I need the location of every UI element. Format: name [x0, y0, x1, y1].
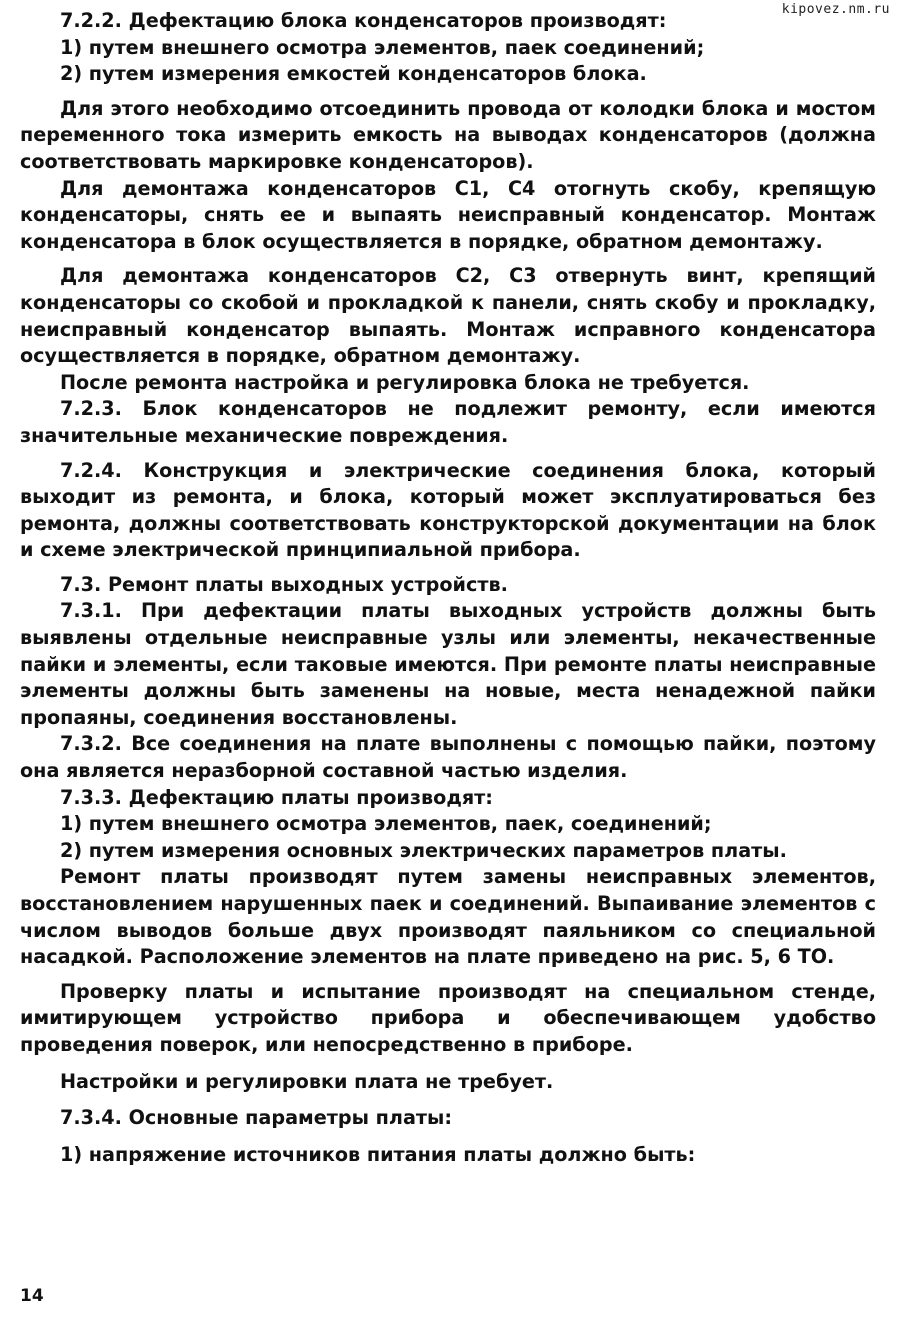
paragraph-measure: Для этого необходимо отсоединить провода от колодки блока и мостом переменного тока измерить емкость на выводах конденсаторов (должна соответствовать маркировке конденсаторов). [20, 96, 876, 173]
paragraph-testing: Проверку платы и испытание производят на специальном стенде, имитирующем устройство прибора и обеспечивающем удобство проведения поверок, или непосредственно в приборе. [20, 979, 876, 1056]
paragraph-7-3-4: 7.3.4. Основные параметры платы: [60, 1106, 453, 1130]
paragraph-7-3-1: 7.3.1. При дефектации платы выходных устройств должны быть выявлены отдельные неисправные узлы или элементы, некачественные пайки и элементы, если таковые имеются. При ремонте платы неисправные элементы должны быть заменены на новые, места ненадежной пайки пропаяны, соединения восстановлены. [20, 599, 876, 729]
paragraph-7-3-2: 7.3.2. Все соединения на плате выполнены с помощью пайки, поэтому она является неразборной составной частью изделия. [20, 732, 876, 783]
paragraph-c1-c4: Для демонтажа конденсаторов С1, С4 отогнуть скобу, крепящую конденсаторы, снять ее и выпаять неисправный конденсатор. Монтаж конденсатора в блок осуществляется в порядке, обратном демонтажу. [20, 176, 876, 253]
paragraph-7-2-2: 7.2.2. Дефектацию блока конденсаторов производят: [60, 9, 667, 32]
paragraph-no-tuning: Настройки и регулировки плата не требует. [60, 1069, 554, 1093]
paragraph-after-repair: После ремонта настройка и регулировка блока не требуется. [60, 370, 750, 394]
paragraph-repair: Ремонт платы производят путем замены неисправных элементов, восстановлением нарушенных паек и соединений. Выпаивание элементов с числом выводов больше двух производят паяльником со специальной насадкой. Расположение элементов на плате приведено на рис. 5, 6 ТО. [20, 865, 876, 969]
list-item-2: 2) путем измерения емкостей конденсаторов блока. [60, 62, 647, 86]
list-item-1: 1) путем внешнего осмотра элементов, паек соединений; [60, 35, 705, 59]
page-number: 14 [20, 1286, 44, 1306]
paragraph-7-2-3: 7.2.3. Блок конденсаторов не подлежит ремонту, если имеются значительные механические повреждения. [20, 397, 876, 447]
document-page [20, 8, 876, 1168]
watermark: kipovez.nm.ru [781, 2, 890, 17]
list-item-1b: 1) путем внешнего осмотра элементов, паек, соединений; [60, 812, 712, 836]
paragraph-7-3-3: 7.3.3. Дефектацию платы производят: [60, 785, 493, 809]
section-heading-7-3: 7.3. Ремонт платы выходных устройств. [60, 572, 508, 596]
list-item-2b: 2) путем измерения основных электрических параметров платы. [60, 838, 787, 862]
list-item-power: 1) напряжение источников питания платы должно быть: [60, 1142, 696, 1166]
paragraph-c2-c3: Для демонтажа конденсаторов С2, С3 отвернуть винт, крепящий конденсаторы со скобой и прокладкой к панели, снять скобу и прокладку, неисправный конденсатор выпаять. Монтаж исправного конденсатора осуществляется в порядке, обратном демонтажу. [20, 264, 876, 368]
paragraph-7-2-4: 7.2.4. Конструкция и электрические соединения блока, который выходит из ремонта, и блока, который может эксплуатироваться без ремонта, должны соответствовать конструкторской документации на блок и схеме электрической принципиальной прибора. [20, 458, 876, 562]
